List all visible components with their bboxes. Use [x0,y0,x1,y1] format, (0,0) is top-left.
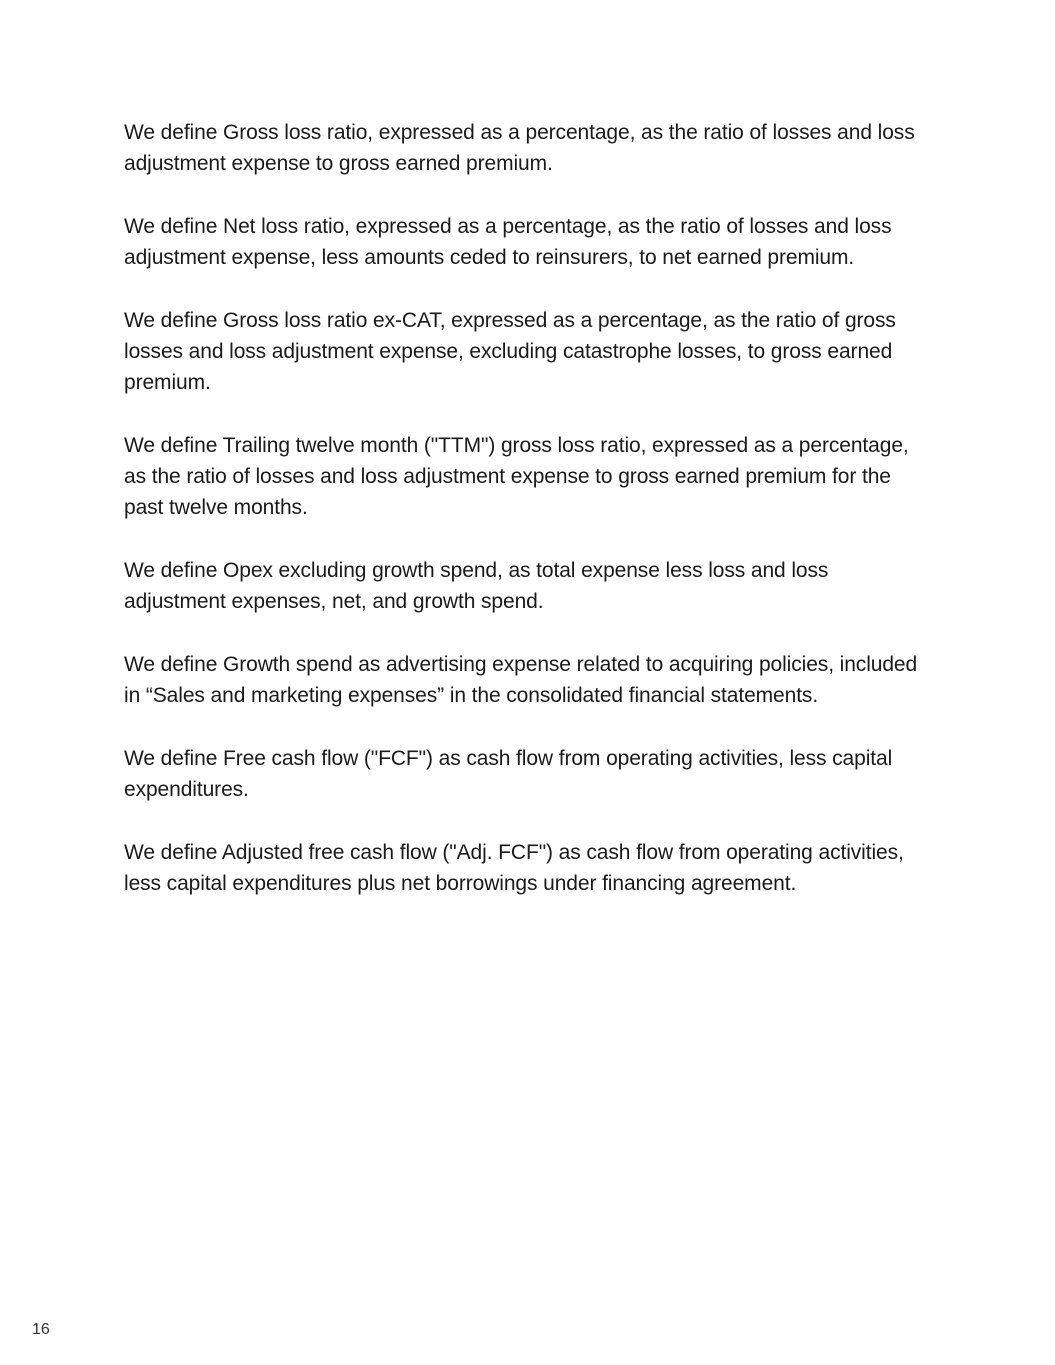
definition-opex-excluding-growth-spend: We define Opex excluding growth spend, as total expense less loss and loss adjustment expenses, net, and growth spend. [124,559,829,613]
page-number: 16 [32,1321,50,1338]
definitions-section [124,117,934,931]
definition-adjusted-free-cash-flow: We define Adjusted free cash flow ("Adj. FCF") as cash flow from operating activities, less capital expenditures plus net borrowings under financing agreement. [124,841,904,895]
definition-gross-loss-ratio: We define Gross loss ratio, expressed as a percentage, as the ratio of losses and loss adjustment expense to gross earned premium. [124,121,915,175]
definition-free-cash-flow: We define Free cash flow ("FCF") as cash flow from operating activities, less capital expenditures. [124,747,893,801]
definition-net-loss-ratio: We define Net loss ratio, expressed as a percentage, as the ratio of losses and loss adjustment expense, less amounts ceded to reinsurers, to net earned premium. [124,215,892,269]
definition-growth-spend: We define Growth spend as advertising expense related to acquiring policies, included in “Sales and marketing expenses” in the consolidated financial statements. [124,653,918,707]
definition-gross-loss-ratio-ex-cat: We define Gross loss ratio ex-CAT, expressed as a percentage, as the ratio of gross losses and loss adjustment expense, excluding catastrophe losses, to gross earned premium. [124,309,896,394]
definition-ttm-gross-loss-ratio: We define Trailing twelve month ("TTM") gross loss ratio, expressed as a percentage, as the ratio of losses and loss adjustment expense to gross earned premium for the past twelve months. [124,434,909,519]
